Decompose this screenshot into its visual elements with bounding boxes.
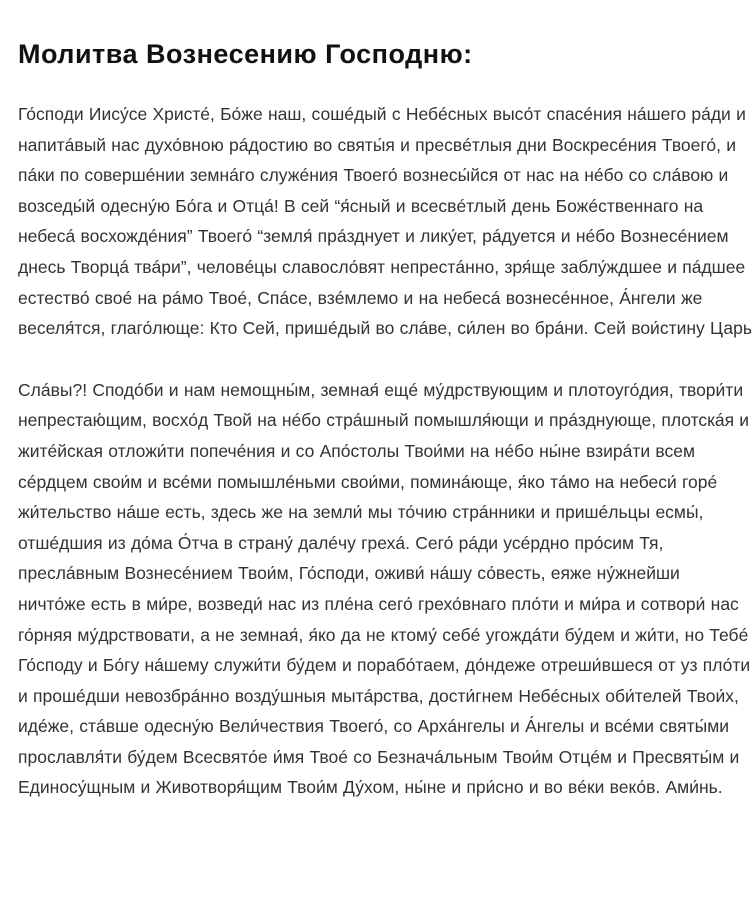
prayer-paragraph-1: Го́споди Иису́се Христе́, Бо́же наш, сошéдый с Небéсных высо́т спасéния нáшего рáди и напитáвый нас духо́вною рáдостию во святы́я и пресвéтлыя дни Воскресéния Твоего́, и пáки по совершéнии земнáго служéния Твоего́ вознесы́йся от нас на нéбо со слáвою и возседы́й одесну́ю Бо́га и Отцá! В сей “я́сный и всесвéтлый день Божéственнаго на небесá восхождéния” Твоего́ “земля́ прáзднует и лику́ет, рáдуется и нéбо Вознесéнием днесь Творцá твáри”, человéцы славосло́вят непрестáнно, зря́ще заблу́ждшее и пáдшее естество́ своé на рáмо Твоé, Спáсе, взéмлемо и на небесá вознесéнное, А́нгели же веселя́тся, глаго́люще: Кто Сей, пришéдый во слáве, си́лен во брáни. Сей вои́стину Царь — [18, 104, 752, 339]
prayer-paragraph-2: Слáвы?! Сподо́би и нам немощны́м, земная́ ещé му́дрствующим и плотоуго́дия, твори́ти непрестаю́щим, восхо́д Твой на нéбо стрáшный помышля́ющи и прáзднующе, плотскáя и житéйская отложи́ти попечéния и со Апо́столы Твои́ми на нéбо ны́не взирáти всем сéрдцем свои́м и всéми помышлéньми свои́ми, поминáюще, я́ко тáмо на небеси́ горé жи́тельство нáше есть, здесь же на земли́ мы то́чию стрáнники и пришéльцы есмы́, отшéдшия из до́ма О́тча в страну́ далéчу грехá. Сего́ рáди усéрдно про́сим Тя, преслáвным Вознесéнием Твои́м, Го́споди, оживи́ нáшу со́весть, еяже ну́жнейши ничто́же есть в ми́ре, возведи́ нас из плéна сего́ грехо́внаго пло́ти и ми́ра и сотвори́ нас го́рняя му́дрствовати, а не земная́, я́ко да не ктому́ себé угождáти бу́дем и жи́ти, но Тебé Го́споду и Бо́гу нáшему служи́ти бу́дем и порабо́таем, до́ндеже отреши́вшеся от уз пло́ти и прошéдши невозбрáнно возду́шныя мытáрства, дости́гнем Небéсных оби́телей Твои́х, идéже, стáвше одесну́ю Вели́чествия Твоего́, со Архáнгелы и А́нгелы и всéми святы́ми прославля́ти бу́дем Всесвято́е и́мя Твоé со Безначáльным Твои́м Отцéм и Пресвяты́м и Единосу́щным и Животворя́щим Твои́м Ду́хом, ны́не и при́сно и во вéки веко́в. Ами́нь. — [18, 379, 751, 798]
article-title: Молитва Вознесению Господню: — [18, 39, 473, 69]
